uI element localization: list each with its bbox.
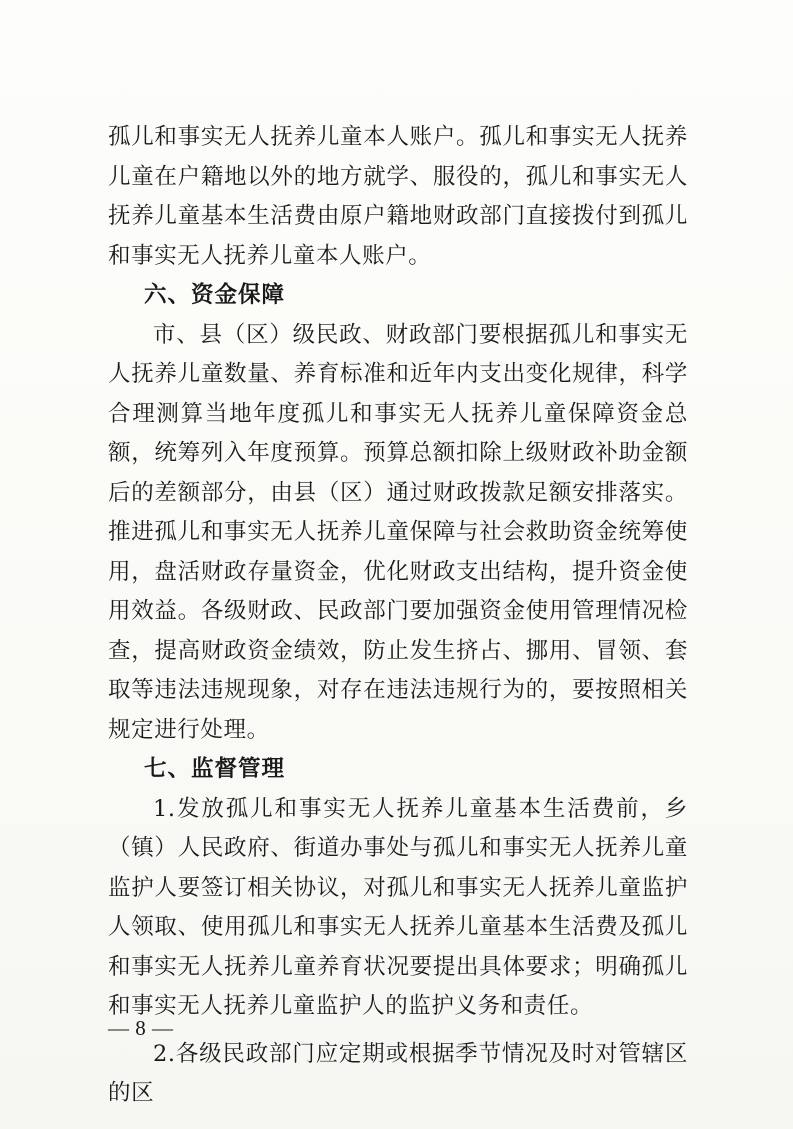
section-heading-funding: 六、资金保障 (144, 282, 286, 308)
section-heading-supervision: 七、监督管理 (144, 756, 286, 782)
paragraph-supervision-item-2: 2.各级民政部门应定期或根据季节情况及时对管辖区的区 (108, 1040, 688, 1106)
paragraph-supervision-item-1: 1.发放孤儿和事实无人抚养儿童基本生活费前，乡（镇）人民政府、街道办事处与孤儿和事实无人抚养儿童监护人要签订相关协议，对孤儿和事实无人抚养儿童监护人领取、使用孤儿和事实无人抚养儿童基本生活费及孤儿和事实无人抚养儿童养育状况要提出具体要求；明确孤儿和事实无人抚养儿童监护人的监护义务和责任。 (108, 795, 688, 1019)
paragraph-continuation: 孤儿和事实无人抚养儿童本人账户。孤儿和事实无人抚养儿童在户籍地以外的地方就学、服役的，孤儿和事实无人抚养儿童基本生活费由原户籍地财政部门直接拨付到孤儿和事实无人抚养儿童本人账户。 (108, 124, 688, 269)
paragraph-funding: 市、县（区）级民政、财政部门要根据孤儿和事实无人抚养儿童数量、养育标准和近年内支出变化规律，科学合理测算当地年度孤儿和事实无人抚养儿童保障资金总额，统筹列入年度预算。预算总额扣除上级财政补助金额后的差额部分，由县（区）通过财政拨款足额安排落实。推进孤儿和事实无人抚养儿童保障与社会救助资金统筹使用，盘活财政存量资金，优化财政支出结构，提升资金使用效益。各级财政、民政部门要加强资金使用管理情况检查，提高财政资金绩效，防止发生挤占、挪用、冒领、套取等违法违规现象，对存在违法违规行为的，要按照相关规定进行处理。 (108, 321, 688, 743)
document-body (108, 118, 688, 1114)
page-number: — 8 — (108, 1016, 174, 1040)
